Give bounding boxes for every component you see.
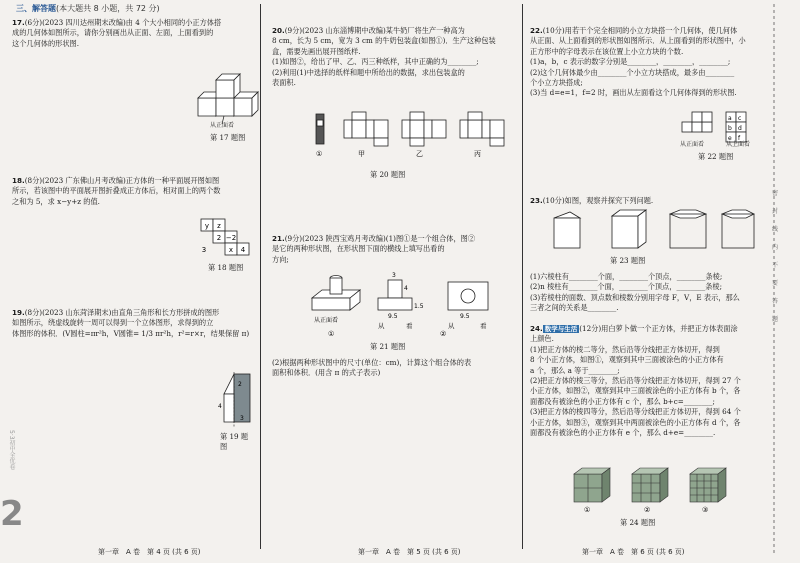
brand-side-text: 5·3初中全优卷 — [8, 430, 15, 470]
cell-d: d — [738, 125, 742, 132]
caption-22: 第 22 题图 — [698, 152, 734, 161]
front-view-label-22: 从正面看 — [680, 141, 705, 148]
column-divider — [260, 4, 261, 549]
front-view-label-17: 从正面看 — [210, 122, 235, 129]
net-cell-3: 3 — [201, 246, 207, 254]
label-21-1: ① — [328, 330, 335, 338]
front-label-21: 从正面看 — [314, 317, 339, 324]
question-19: 19.(8分)(2023 山东菏泽期末)由直角三角形和长方形拼成的图形 如图所示，绕虚线旋转一周可以得到一个立体图形，求得到的立 体图形的体积．(V圆柱=πr²h，V圆锥= 1/3 πr²h，r²=r×r，结果保留 π) — [12, 308, 250, 338]
question-21: 21.(9分)(2023 陕西宝鸡月考改编)(1)图①是一个组合体，图② 是它的两种形状图，在形状图下面的横线上填写出看的 方向; — [272, 234, 476, 264]
question-20: 20.(9分)(2023 山东淄博期中改编)某牛奶厂将生产一种高为 8 cm，长为 5 cm，宽为 3 cm 的牛奶包装盒(如图①)．生产这种包装 盒，需要先画出展开图纸样. (1)如图②，给出了甲、乙、丙三种纸样，其中正确的为________; (2)利用(1)中选择的纸样和题中所给出的数据，求出包装盒的 表面积. — [272, 26, 496, 88]
dim-19-3: 3 — [240, 415, 244, 422]
caption-17: 第 17 题图 — [210, 133, 246, 142]
label-24-2: ② — [644, 506, 651, 514]
net-cell-2: 2 — [216, 234, 222, 242]
dim-19-4: 4 — [218, 403, 222, 410]
net-cell-4: 4 — [240, 246, 246, 254]
column-page-4 — [12, 0, 250, 563]
dim-21-4: 4 — [404, 285, 408, 292]
figure-23-prisms — [550, 208, 750, 252]
cell-e: e — [728, 135, 732, 142]
net-cell-neg2: −2 — [225, 234, 237, 242]
caption-18: 第 18 题图 — [208, 263, 244, 272]
dim-21-9p5-a: 9.5 — [388, 313, 398, 320]
cell-f: f — [738, 135, 741, 142]
seal-text: 密 封 线 内 不 要 答 题 — [772, 190, 779, 323]
top-view-label-22: 从上面看 — [726, 141, 751, 148]
view-look-a: 看 — [406, 322, 413, 330]
label-20-jia: 甲 — [358, 150, 365, 158]
figure-19-shape — [220, 372, 256, 428]
cell-a: a — [728, 115, 732, 122]
figure-22-views — [680, 108, 750, 144]
label-20-yi: 乙 — [416, 150, 423, 158]
footer-page-4: 第一章 A 卷 第 4 页 (共 6 页) — [98, 547, 201, 556]
question-23-parts: (1)六棱柱有________个面，________个顶点，________条棱; (2)n 棱柱有________个面，________个顶点，________条棱; (3)若棱柱的面数、顶点数和棱数分别用字母 F，V，E 表示，那么 三者之间的关系是________. — [530, 272, 740, 313]
caption-19: 第 19 题图 — [220, 432, 249, 452]
figure-18-net — [200, 218, 250, 258]
label-24-1: ① — [584, 506, 591, 514]
question-24: 24. 数学与生活 (12分)用白萝卜做一个正方体，并把正方体表面涂 上颜色. (1)把正方体的棱二等分，然后沿等分线把正方体切开，得到 8 个小正方体，如图①，观察到其中三面被涂色的小正方体有 a 个，那么 a 等于________; (2)把正方体的棱三等分，然后沿等分线把正方体切开，得到 27 个 小正方体，如图②，观察到其中三面被涂色的小正方体有 b 个，各 面都没有被涂色的小正方体有 c 个，那么 b+c=________; (3)把正方体的棱四等分，然后沿等分线把正方体切开，得到 64 个 小正方体，如图③，观察到其中两面被涂色的小正方体有 d 个，各 面都没有被涂色的小正方体有 e 个，那么 d+e=________. — [530, 324, 741, 438]
dim-21-1p5: 1.5 — [414, 303, 424, 310]
dim-19-2: 2 — [238, 381, 242, 388]
column-divider — [522, 4, 523, 549]
dim-21-3: 3 — [392, 272, 396, 279]
net-cell-z: z — [217, 222, 221, 230]
dim-21-9p5-b: 9.5 — [460, 313, 470, 320]
tag-math-life: 数学与生活 — [544, 325, 578, 333]
caption-24: 第 24 题图 — [620, 518, 656, 527]
figure-20-nets — [312, 106, 512, 160]
view-from-b: 从 — [448, 322, 455, 330]
question-17: 17.(6分)(2023 四川达州期末改编)由 4 个大小相同的小正方体搭 成的几何体如图所示，请你分别画出从正面、左面，上面看到的 这个几何体的形状图. — [12, 18, 222, 48]
column-page-5 — [272, 0, 516, 563]
footer-page-5: 第一章 A 卷 第 5 页 (共 6 页) — [358, 547, 461, 556]
label-20-1: ① — [316, 150, 323, 158]
label-21-2: ② — [440, 330, 447, 338]
cell-b: b — [728, 125, 732, 132]
column-page-6 — [530, 0, 762, 563]
view-look-b: 看 — [480, 322, 487, 330]
caption-20: 第 20 题图 — [370, 170, 406, 179]
figure-21-views — [310, 268, 510, 338]
figure-24-cubes — [570, 466, 740, 512]
net-cell-x: x — [228, 246, 234, 254]
footer-page-6: 第一章 A 卷 第 6 页 (共 6 页) — [582, 547, 685, 556]
question-23: 23.(10分)如图，观察并探究下列问题. — [530, 196, 654, 205]
label-24-3: ③ — [702, 506, 709, 514]
question-21-part2: (2)根据两种形状图中的尺寸(单位：cm)，计算这个组合体的表 面积和体积．(用含 π 的式子表示) — [272, 358, 472, 378]
view-from-a: 从 — [378, 322, 385, 330]
caption-21: 第 21 题图 — [370, 342, 406, 351]
net-cell-y: y — [204, 222, 210, 230]
caption-23: 第 23 题图 — [610, 256, 646, 265]
label-20-bing: 丙 — [474, 150, 481, 158]
big-page-number: 2 — [0, 494, 24, 534]
figure-17-cubes — [190, 68, 260, 128]
cell-c: c — [738, 115, 742, 122]
section-header: 三、解答题(本大题共 8 小题，共 72 分) — [16, 4, 160, 13]
question-18: 18.(8分)(2023 广东佛山月考改编)正方体的一种平面展开图如图 所示，若该图中的平面展开图折叠成正方体后，相对面上的两个数 之和为 5，求 x−y+z 的值. — [12, 176, 221, 206]
question-22: 22.(10分)用若干个完全相同的小立方块搭一个几何体，使几何体 从正面、从上面看到的形状图如图所示．从上面看到的形状图中，小 正方形中的字母表示在该位置上小立方块的个数. (1)a，b，c 表示的数字分别是________，________，________; (2)这个几何体最少由________个小立方块搭成，最多由________ 个小立方块搭成; (3)当 d=e=1，f=2 时，画出从左面看这个几何体得到的形状图. — [530, 26, 746, 98]
